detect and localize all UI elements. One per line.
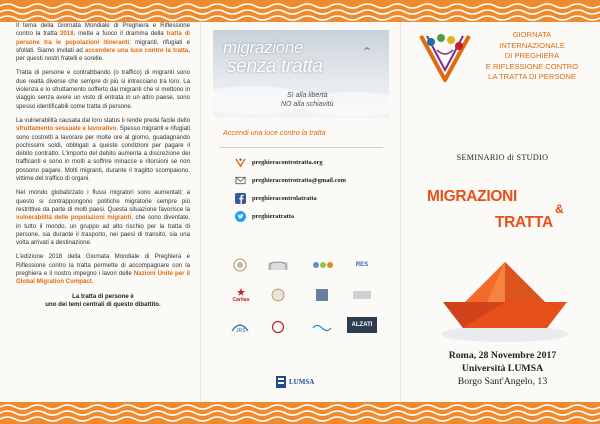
paragraph-edition: L'edizione 2018 della Giornata Mondiale di Preghiera e Riflessione contro la tratta permette di accompagnare con la preghiera e il nostro impegno i lavori delle Nazioni Unite per il Global Migration Compact. bbox=[16, 253, 190, 286]
hero-banner bbox=[213, 30, 389, 118]
partner-logo-caritas: Caritas bbox=[225, 287, 257, 303]
hero-subtitle bbox=[281, 92, 334, 109]
contact-facebook[interactable] bbox=[235, 192, 317, 204]
contact-email[interactable] bbox=[235, 174, 346, 186]
title-line-3: DI PREGHIERA bbox=[504, 51, 560, 60]
paragraph-tratta: Tratta di persone e contrabbando (o traffico) di migranti sono due realtà diverse che sempre di più si intrecciano tra loro. La violenza e lo sfruttamento sofferto dai migranti che si mettono in viaggio senza avere un visto di entrata in un altro paese, sono spesso identificabili come tratta di persone. bbox=[16, 69, 190, 110]
hero-sub-liberta: Sì alla libertà bbox=[287, 92, 328, 99]
partner-logo-arch bbox=[263, 257, 293, 273]
partner-logo-square bbox=[307, 287, 337, 303]
partner-logo-gray bbox=[347, 287, 377, 303]
hero-title-line2: senza tratta bbox=[227, 56, 323, 77]
headline-tratta: TRATTA bbox=[495, 214, 553, 231]
hero-title-line1: migrazione bbox=[223, 38, 304, 57]
email-icon bbox=[235, 175, 246, 186]
top-wave-border bbox=[0, 0, 600, 22]
lumsa-logo: LUMSA bbox=[275, 372, 319, 392]
partner-logo-alzati: ALZATI bbox=[347, 317, 377, 333]
title-line-1: GIORNATA bbox=[512, 30, 552, 39]
website-link[interactable]: preghieracontrotratta.org bbox=[252, 158, 323, 166]
contact-twitter[interactable] bbox=[235, 210, 294, 222]
event-venue: Università LUMSA bbox=[461, 363, 544, 374]
facebook-link[interactable]: preghieracontrolatratta bbox=[252, 194, 317, 202]
bottom-wave-border bbox=[0, 402, 600, 424]
fold-line-2 bbox=[400, 22, 401, 402]
event-details bbox=[405, 349, 600, 388]
paragraph-globalization: Nel mondo globalizzato i flussi migratori sono aumentati; a questo si contrappongono politiche migratorie sempre più restrittive da parte di molti paesi. Questa situazione favorisce la vulnerabilità delle popolazioni migranti, che sono diventate, in tutto il mondo, un gruppo ad alto rischio per la tratta di persone, sia durante il trasporto, nei paesi di transito, sia una volta arrivati a destinazione. bbox=[16, 189, 190, 247]
divider bbox=[219, 147, 383, 148]
partner-logo-res: RES bbox=[355, 262, 369, 268]
closing-line-2: uno dei temi centrali di questo dibattito. bbox=[45, 300, 161, 308]
partner-logos bbox=[223, 257, 383, 367]
email-link[interactable]: preghieracontrotratta@gmail.com bbox=[252, 176, 346, 184]
logo-icon bbox=[235, 157, 246, 168]
closing-line-1: La tratta di persone è bbox=[72, 292, 134, 300]
title-line-4: E RIFLESSIONE CONTRO bbox=[485, 61, 579, 71]
facebook-icon bbox=[235, 193, 246, 204]
twitter-link[interactable]: preghieratratta bbox=[252, 212, 295, 220]
partner-logo-red bbox=[263, 319, 293, 335]
accendi-slogan: Accendi una luce contro la tratta bbox=[223, 128, 326, 137]
left-panel bbox=[16, 22, 190, 402]
partner-logo-jrs bbox=[225, 319, 255, 335]
partner-logo-circle bbox=[263, 287, 293, 303]
twitter-icon bbox=[235, 211, 246, 222]
paragraph-vulnerability: La vulnerabilità causata dal loro status li rende preda facile dello sfruttamento sessuale e lavorativo. Spesso migranti e rifugiati sono costretti a lavorare per molte ore al giorno, guadagnando pochissimi soldi, obbligati a queste condizioni per pagare il debito contratto. L'importo del debito aumenta a discrezione dei trafficanti e sono in molti a soffrire minacce e ritorsioni se non possono pagare. Molti migranti, durante il tragitto scompaiono, vittime del traffico di organi. bbox=[16, 116, 190, 183]
right-panel bbox=[405, 22, 600, 402]
partner-logo-network bbox=[307, 257, 337, 273]
headline-ampersand: & bbox=[555, 202, 564, 216]
giornata-title bbox=[467, 30, 597, 83]
middle-panel bbox=[205, 22, 395, 402]
partner-logo-wave bbox=[307, 319, 337, 335]
giornata-emblem-icon bbox=[417, 28, 473, 88]
closing-statement bbox=[16, 293, 190, 310]
headline-migrazioni: MIGRAZIONI bbox=[427, 188, 517, 205]
title-line-2: INTERNAZIONALE bbox=[499, 40, 565, 50]
event-date: Roma, 28 Novembre 2017 bbox=[448, 350, 557, 361]
fold-line-1 bbox=[200, 22, 201, 402]
title-line-5: LA TRATTA DI PERSONE bbox=[488, 72, 576, 81]
contact-website[interactable] bbox=[235, 156, 323, 168]
paragraph-intro: Il tema della Giornata Mondiale di Preghiera e Riflessione contro la tratta 2018, mette a fuoco il dramma della tratta di persone tra le popolazioni itineranti: migranti, rifugiati e sfollati. Siamo invitati ad accendere una luce contro la tratta, per questi nostri fratelli e sorelle. bbox=[16, 22, 191, 63]
seminario-label: SEMINARIO di STUDIO bbox=[456, 153, 549, 162]
event-address: Borgo Sant'Angelo, 13 bbox=[457, 376, 548, 387]
partner-logo-emblem bbox=[225, 257, 255, 273]
svg-text:JRS: JRS bbox=[236, 328, 246, 333]
hero-sub-schiavitu: NO alla schiavitù bbox=[281, 100, 334, 108]
paper-boat-image bbox=[435, 256, 575, 346]
